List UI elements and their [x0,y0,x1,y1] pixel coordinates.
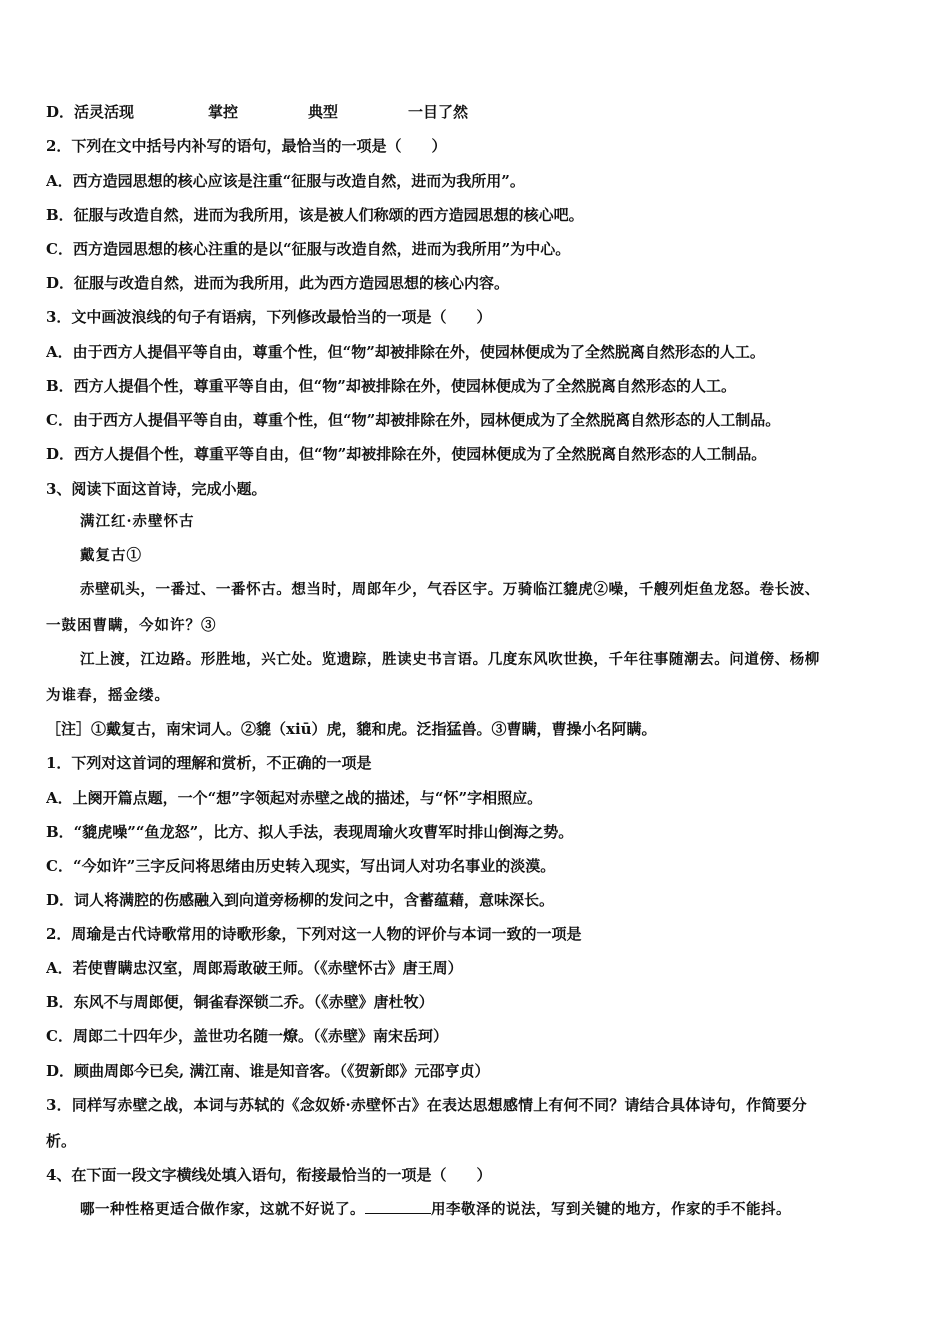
option-word-2: 掌控 [208,103,239,121]
section4-passage [80,1199,904,1220]
poem-author: 戴复古① [80,547,142,564]
q3-stem: 3．文中画波浪线的句子有语病，下列修改最恰当的一项是（ ） [46,308,492,326]
q2-option-a: A．西方造园思想的核心应该是注重“征服与改造自然，进而为我所用”。 [46,172,525,190]
q1-option-d [46,102,904,122]
option-label: D． [46,103,75,121]
passage-text-after: 用李敬泽的说法，写到关键的地方，作家的手不能抖。 [431,1201,791,1218]
poem-note: ［注］①戴复古，南宋词人。②貔（xiū）虎，貔和虎。泛指猛兽。③曹瞒，曹操小名阿瞒。 [46,720,657,738]
q2-option-b: B．征服与改造自然，进而为我所用，该是被人们称颂的西方造园思想的核心吧。 [46,206,584,224]
option-word-3: 典型 [308,103,339,121]
section3-heading: 3、阅读下面这首诗，完成小题。 [46,480,267,498]
q2-option-c: C．西方造园思想的核心注重的是以“征服与改造自然，进而为我所用”为中心。 [46,240,571,258]
sub1-option-c: C．“今如许”三字反问将思绪由历史转入现实，写出词人对功名事业的淡漠。 [46,857,556,875]
sub3-question-line-2: 析。 [46,1132,77,1150]
q3-option-b: B．西方人提倡个性，尊重平等自由，但“物”却被排除在外，使园林便成为了全然脱离自然形态的人工。 [46,377,736,395]
poem-line-4: 为谁春，摇金缕。 [46,687,170,704]
sub2-option-b: B．东风不与周郎便，铜雀春深锁二乔。（《赤壁》唐杜牧） [46,993,434,1011]
poem-line-2: 一鼓困曹瞒，今如许？③ [46,617,217,634]
sub2-option-d: D．顾曲周郎今已矣, 满江南、谁是知音客。（《贺新郎》元邵亨贞） [46,1062,490,1080]
poem-line-1: 赤壁矶头，一番过、一番怀古。想当时，周郎年少，气吞区宇。万骑临江貔虎②噪，千艘列炬鱼龙怒。卷长波、 [80,581,820,598]
sub1-option-b: B．“貔虎噪”“鱼龙怒”，比方、拟人手法，表现周瑜火攻曹军时排山倒海之势。 [46,823,574,841]
poem-title: 满江红·赤壁怀古 [80,513,195,530]
section4-heading: 4、在下面一段文字横线处填入语句，衔接最恰当的一项是（ ） [46,1166,492,1184]
q2-stem: 2．下列在文中括号内补写的语句，最恰当的一项是（ ） [46,137,447,155]
fill-in-blank [365,1199,431,1214]
q3-option-a: A．由于西方人提倡平等自由，尊重个性，但“物”却被排除在外，使园林便成为了全然脱离自然形态的人工。 [46,343,765,361]
option-word-4: 一目了然 [408,103,469,121]
sub1-option-d: D．词人将满腔的伤感融入到向道旁杨柳的发问之中，含蓄蕴藉，意味深长。 [46,891,555,909]
q2-option-d: D．征服与改造自然，进而为我所用，此为西方造园思想的核心内容。 [46,274,510,292]
sub1-stem: 1．下列对这首词的理解和赏析，不正确的一项是 [46,754,372,772]
passage-text-before: 哪一种性格更适合做作家，这就不好说了。 [80,1201,365,1218]
sub2-option-a: A．若使曹瞒忠汉室，周郎焉敢破王师。（《赤壁怀古》唐王周） [46,959,463,977]
option-word-1: 活灵活现 [74,103,135,121]
sub3-question-line-1: 3．同样写赤壁之战，本词与苏轼的《念奴娇·赤壁怀古》在表达思想感情上有何不同？请结合具体诗句，作简要分 [46,1096,807,1114]
q3-option-d: D．西方人提倡个性，尊重平等自由，但“物”却被排除在外，使园林便成为了全然脱离自然形态的人工制品。 [46,445,767,463]
sub2-option-c: C．周郎二十四年少，盖世功名随一燎。（《赤壁》南宋岳珂） [46,1027,448,1045]
q3-option-c: C．由于西方人提倡平等自由，尊重个性，但“物”却被排除在外，园林便成为了全然脱离自然形态的人工制品。 [46,411,781,429]
poem-line-3: 江上渡，江边路。形胜地，兴亡处。览遗踪，胜读史书言语。几度东风吹世换，千年往事随潮去。问道傍、杨柳 [80,651,820,668]
sub1-option-a: A．上阕开篇点题，一个“想”字领起对赤壁之战的描述，与“怀”字相照应。 [46,789,543,807]
sub2-stem: 2．周瑜是古代诗歌常用的诗歌形象，下列对这一人物的评价与本词一致的一项是 [46,925,582,943]
